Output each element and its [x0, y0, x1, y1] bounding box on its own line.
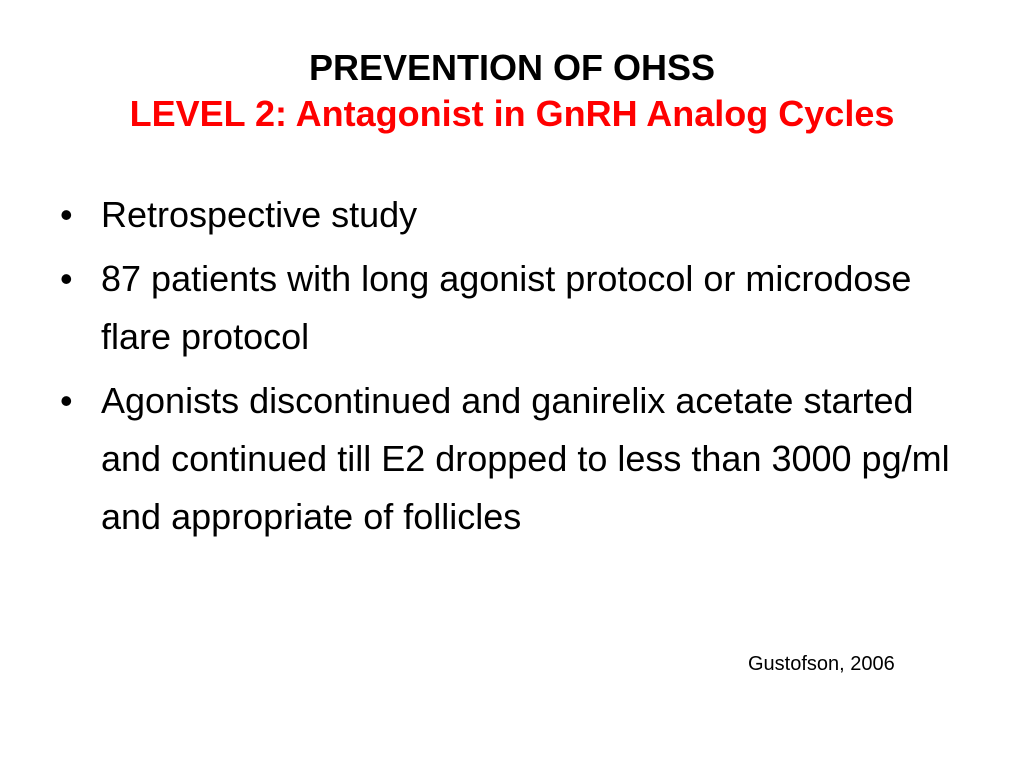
bullet-item — [60, 372, 960, 546]
title-subtitle: LEVEL 2: Antagonist in GnRH Analog Cycles — [129, 93, 895, 134]
bullet-item — [60, 250, 960, 366]
bullet-text: 87 patients with long agonist protocol or microdose flare protocol — [101, 258, 912, 357]
bullet-marker-icon: • — [60, 258, 73, 299]
bullet-text: Retrospective study — [101, 194, 418, 235]
title-main: PREVENTION OF OHSS — [308, 47, 716, 88]
slide-title — [0, 46, 1024, 138]
bullet-item — [60, 186, 960, 244]
bullet-text: Agonists discontinued and ganirelix acetate started and continued till E2 dropped to less than 3000 pg/ml and appropriate of follicles — [101, 380, 950, 537]
bullet-list — [60, 186, 960, 552]
citation: Gustofson, 2006 — [748, 653, 895, 675]
bullet-marker-icon: • — [60, 194, 73, 235]
bullet-marker-icon: • — [60, 380, 73, 421]
